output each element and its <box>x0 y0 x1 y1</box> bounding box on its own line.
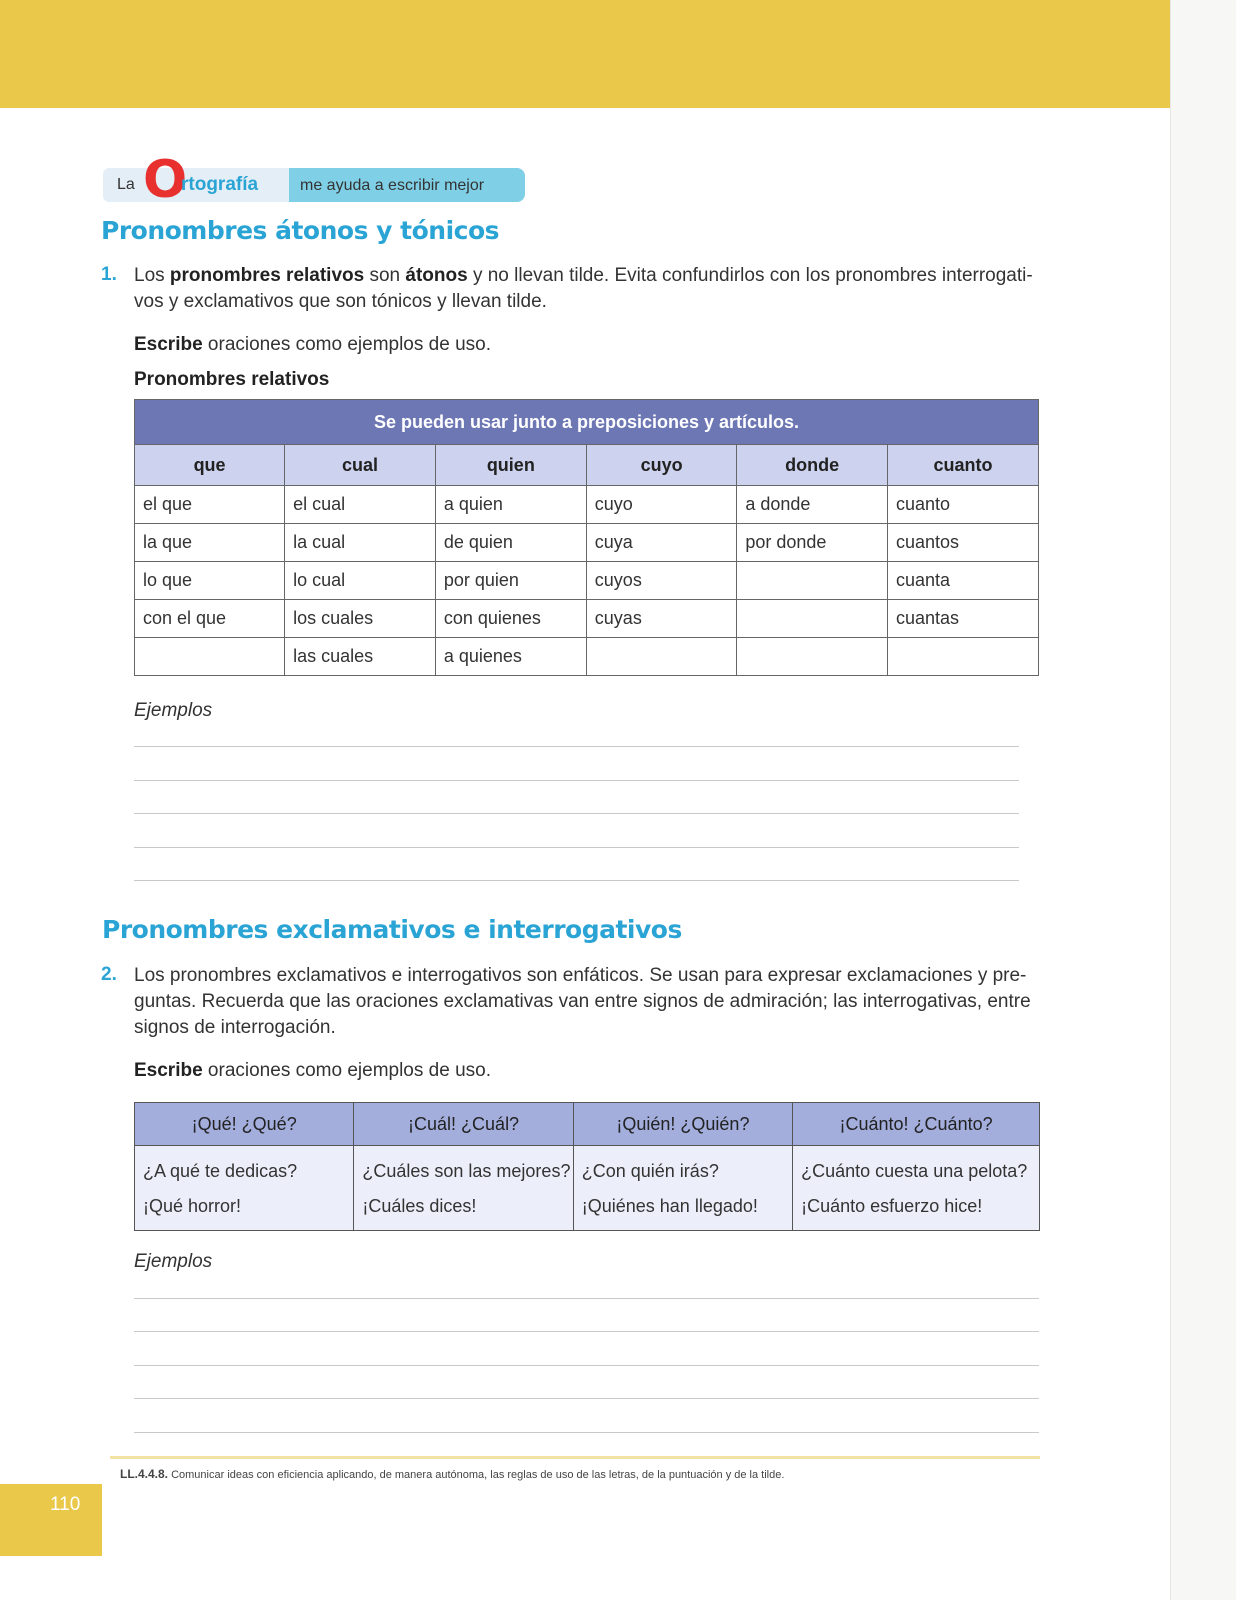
relative-pronouns-table <box>134 399 1039 676</box>
section2-number: 2. <box>101 964 117 985</box>
table-cell: la cual <box>285 524 436 562</box>
table-cell: la que <box>135 524 285 562</box>
section2-paragraph: Los pronombres exclamativos e interrogativos son enfáticos. Se usan para expresar exclamaciones y pre- guntas. Recuerda que las oraciones exclamativas van entre signos de admiración; las interrogativas, entre signos de interrogación. <box>134 965 1031 1038</box>
table-header-cell: cual <box>285 445 436 486</box>
table-cell <box>737 562 888 600</box>
table-cell <box>135 638 285 676</box>
section1-subtitle: Pronombres relativos <box>134 369 330 390</box>
table-cell: cuantas <box>888 600 1039 638</box>
table-cell: lo que <box>135 562 285 600</box>
table-cell: cuyas <box>586 600 737 638</box>
table-header-cell: quien <box>435 445 586 486</box>
table-cell: por quien <box>435 562 586 600</box>
writing-line[interactable] <box>134 1298 1039 1299</box>
section2-title: Pronombres exclamativos e interrogativos <box>102 915 682 944</box>
table-cell: por donde <box>737 524 888 562</box>
table-cell: a quien <box>435 486 586 524</box>
table-row <box>135 600 1039 638</box>
writing-line[interactable] <box>134 880 1019 881</box>
table-cell: ¿Cuáles son las mejores? <box>354 1146 573 1190</box>
table-cell: el que <box>135 486 285 524</box>
exclamative-interrogative-table <box>134 1102 1040 1231</box>
writing-line[interactable] <box>134 780 1019 781</box>
footer-divider <box>110 1456 1040 1459</box>
table-cell: el cual <box>285 486 436 524</box>
page-edge <box>1170 0 1236 1600</box>
banner-ortografia: rtografía <box>181 174 259 195</box>
table-cell: de quien <box>435 524 586 562</box>
table-cell <box>888 638 1039 676</box>
table-cell: ¡Cuánto esfuerzo hice! <box>793 1189 1040 1231</box>
section1-title: Pronombres átonos y tónicos <box>101 216 500 245</box>
table-cell: cuyo <box>586 486 737 524</box>
table-cell <box>586 638 737 676</box>
table-cell: cuanto <box>888 486 1039 524</box>
table-header-cell: ¡Cuánto! ¿Cuánto? <box>793 1103 1040 1146</box>
footer-skill-text: LL.4.4.8. Comunicar ideas con eficiencia aplicando, de manera autónoma, las reglas de uso de las letras, de la puntuación y de la tilde. <box>120 1467 785 1481</box>
table-cell <box>737 600 888 638</box>
table-row <box>135 1146 1040 1190</box>
table-row <box>135 486 1039 524</box>
writing-line[interactable] <box>134 1398 1039 1399</box>
table-cell: a quienes <box>435 638 586 676</box>
section-banner <box>103 150 525 210</box>
section1-instruction: Escribe oraciones como ejemplos de uso. <box>134 334 491 355</box>
table-row <box>135 524 1039 562</box>
table-header-cell: donde <box>737 445 888 486</box>
top-color-band <box>0 0 1170 108</box>
table-cell: ¿Cuánto cuesta una pelota? <box>793 1146 1040 1190</box>
table-header-cell: cuyo <box>586 445 737 486</box>
banner-la: La <box>117 176 135 193</box>
table-row <box>135 1189 1040 1231</box>
page-number: 110 <box>50 1494 81 1515</box>
table-cell: ¡Qué horror! <box>135 1189 354 1231</box>
table-cell <box>737 638 888 676</box>
section1-examples-label: Ejemplos <box>134 700 213 721</box>
section1-intro: Los pronombres relativos son átonos y no llevan tilde. Evita confundirlos con los pronombres interrogati- vos y exclamativos que son tónicos y llevan tilde. <box>134 265 1033 312</box>
table-row <box>135 562 1039 600</box>
table-header-cell: que <box>135 445 285 486</box>
writing-line[interactable] <box>134 847 1019 848</box>
table-header-cell: ¡Quién! ¿Quién? <box>573 1103 792 1146</box>
table-header-cell: cuanto <box>888 445 1039 486</box>
table-cell: cuantos <box>888 524 1039 562</box>
banner-motto: me ayuda a escribir mejor <box>300 177 485 194</box>
table-cell: ¡Cuáles dices! <box>354 1189 573 1231</box>
writing-line[interactable] <box>134 746 1019 747</box>
table-cell: lo cual <box>285 562 436 600</box>
section1-number: 1. <box>101 264 117 285</box>
banner-o-letter: O <box>143 150 188 210</box>
writing-line[interactable] <box>134 813 1019 814</box>
page-number-box <box>0 1484 102 1556</box>
table-cell: con quienes <box>435 600 586 638</box>
table-cell: cuya <box>586 524 737 562</box>
writing-line[interactable] <box>134 1331 1039 1332</box>
section2-instruction: Escribe oraciones como ejemplos de uso. <box>134 1060 491 1081</box>
table-cell: ¿A qué te dedicas? <box>135 1146 354 1190</box>
table-cell: los cuales <box>285 600 436 638</box>
writing-line[interactable] <box>134 1365 1039 1366</box>
table-header-cell: ¡Qué! ¿Qué? <box>135 1103 354 1146</box>
table-header-cell: ¡Cuál! ¿Cuál? <box>354 1103 573 1146</box>
table-cell: cuyos <box>586 562 737 600</box>
section2-examples-label: Ejemplos <box>134 1251 213 1272</box>
table-cell: las cuales <box>285 638 436 676</box>
table-row <box>135 638 1039 676</box>
table-cell: con el que <box>135 600 285 638</box>
table-cell: a donde <box>737 486 888 524</box>
table-caption: Se pueden usar junto a preposiciones y artículos. <box>135 400 1039 445</box>
table-cell: ¿Con quién irás? <box>573 1146 792 1190</box>
table-cell: cuanta <box>888 562 1039 600</box>
table-cell: ¡Quiénes han llegado! <box>573 1189 792 1231</box>
writing-line[interactable] <box>134 1432 1039 1433</box>
